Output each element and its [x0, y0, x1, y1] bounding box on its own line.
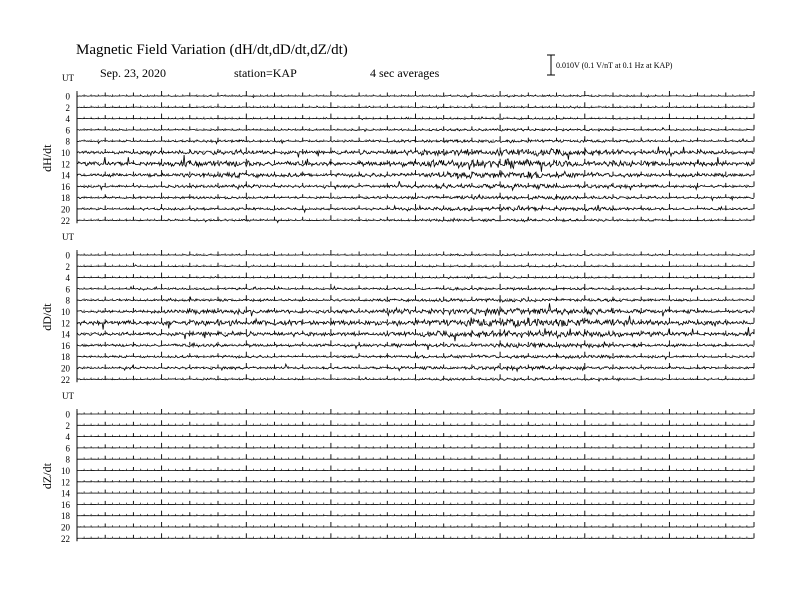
tick-marks [77, 443, 754, 448]
row-label: 4 [65, 273, 70, 284]
tick-marks [77, 511, 754, 516]
trace-row [61, 352, 754, 363]
trace-row [61, 511, 754, 522]
trace-row [66, 454, 755, 465]
panels [40, 73, 754, 544]
row-label: 2 [65, 261, 70, 272]
scale-bar-label: 0.010V (0.1 V/nT at 0.1 Hz at KAP) [556, 61, 673, 70]
row-label: 16 [61, 181, 70, 192]
tick-marks [77, 250, 754, 255]
tick-marks [77, 488, 754, 493]
tick-marks [77, 432, 754, 437]
trace-row [61, 215, 754, 226]
trace-row [61, 147, 754, 160]
trace-row [61, 204, 754, 215]
trace-row [61, 499, 754, 510]
tick-marks [77, 284, 754, 289]
row-label: 6 [65, 125, 70, 136]
row-label: 20 [61, 363, 70, 374]
tick-marks [77, 409, 754, 414]
row-label: 10 [61, 307, 70, 317]
trace-row [66, 91, 755, 102]
tick-marks [77, 114, 754, 119]
trace-row [66, 284, 755, 295]
row-label: 2 [65, 420, 70, 431]
trace-row [61, 363, 754, 374]
trace-row [66, 420, 755, 431]
row-label: 22 [61, 533, 70, 544]
trace-row [66, 295, 755, 306]
trace-row [66, 273, 755, 284]
panel-2 [40, 232, 754, 385]
row-label: 0 [65, 91, 70, 102]
trace-row [61, 303, 754, 317]
row-label: 20 [61, 204, 70, 215]
tick-marks [77, 352, 754, 357]
tick-marks [77, 374, 754, 379]
figure-title: Magnetic Field Variation (dH/dt,dD/dt,dZ/dt) [76, 42, 348, 58]
panel-3 [40, 391, 754, 544]
row-label: 12 [61, 477, 70, 488]
trace-row [66, 443, 755, 454]
trace-row [66, 250, 755, 261]
row-label: 14 [61, 488, 70, 499]
row-label: 8 [65, 136, 70, 147]
row-label: 22 [61, 215, 70, 226]
row-label: 6 [65, 284, 70, 295]
date-label: Sep. 23, 2020 [100, 66, 166, 80]
tick-marks [77, 522, 754, 527]
row-label: 10 [61, 148, 70, 158]
trace-row [66, 102, 755, 113]
tick-marks [77, 454, 754, 459]
tick-marks [77, 363, 754, 368]
tick-marks [77, 340, 754, 345]
tick-marks [77, 420, 754, 425]
row-label: 18 [61, 511, 70, 522]
tick-marks [77, 499, 754, 504]
tick-marks [77, 477, 754, 482]
row-label: 2 [65, 102, 70, 113]
tick-marks [77, 261, 754, 266]
axis-label: dD/dt [40, 303, 54, 331]
trace-row [66, 432, 755, 443]
trace-row [61, 181, 754, 192]
time-label: UT [62, 73, 74, 83]
tick-marks [77, 125, 754, 130]
panel-1 [40, 73, 754, 226]
row-label: 8 [65, 295, 70, 306]
trace-row [61, 522, 754, 533]
row-label: 16 [61, 499, 70, 510]
time-label: UT [62, 232, 74, 242]
tick-marks [77, 466, 754, 471]
trace-row [66, 261, 755, 272]
row-label: 22 [61, 374, 70, 385]
row-label: 14 [61, 329, 70, 340]
trace-row [61, 193, 754, 204]
row-label: 8 [65, 454, 70, 465]
trace-row [61, 155, 754, 172]
trace-row [61, 477, 754, 488]
row-label: 4 [65, 114, 70, 125]
time-label: UT [62, 391, 74, 401]
trace-row [66, 114, 755, 125]
tick-marks [77, 273, 754, 278]
trace-row [61, 340, 754, 351]
row-label: 20 [61, 522, 70, 533]
trace-row [61, 316, 754, 330]
trace-row [66, 409, 755, 420]
row-label: 0 [65, 250, 70, 261]
trace-row [61, 327, 754, 341]
trace-row [61, 170, 754, 181]
tick-marks [77, 102, 754, 107]
row-label: 14 [61, 170, 70, 181]
axis-label: dH/dt [40, 144, 54, 172]
row-label: 12 [61, 318, 70, 329]
tick-marks [77, 533, 754, 538]
trace-row [66, 125, 755, 135]
averaging-label: 4 sec averages [370, 66, 440, 80]
row-label: 12 [61, 159, 70, 170]
row-label: 4 [65, 432, 70, 443]
tick-marks [77, 318, 754, 323]
row-label: 10 [61, 466, 70, 476]
row-label: 0 [65, 409, 70, 420]
trace-row [61, 488, 754, 499]
row-label: 6 [65, 443, 70, 454]
trace-row [66, 136, 755, 147]
tick-marks [77, 215, 754, 220]
trace-row [61, 374, 754, 385]
row-label: 16 [61, 340, 70, 351]
tick-marks [77, 170, 754, 175]
trace-row [61, 466, 754, 477]
station-label: station=KAP [234, 66, 297, 80]
row-label: 18 [61, 193, 70, 204]
row-label: 18 [61, 352, 70, 363]
tick-marks [77, 91, 754, 96]
trace-row [61, 533, 754, 544]
scale-bar [547, 55, 673, 75]
axis-label: dZ/dt [40, 463, 54, 490]
